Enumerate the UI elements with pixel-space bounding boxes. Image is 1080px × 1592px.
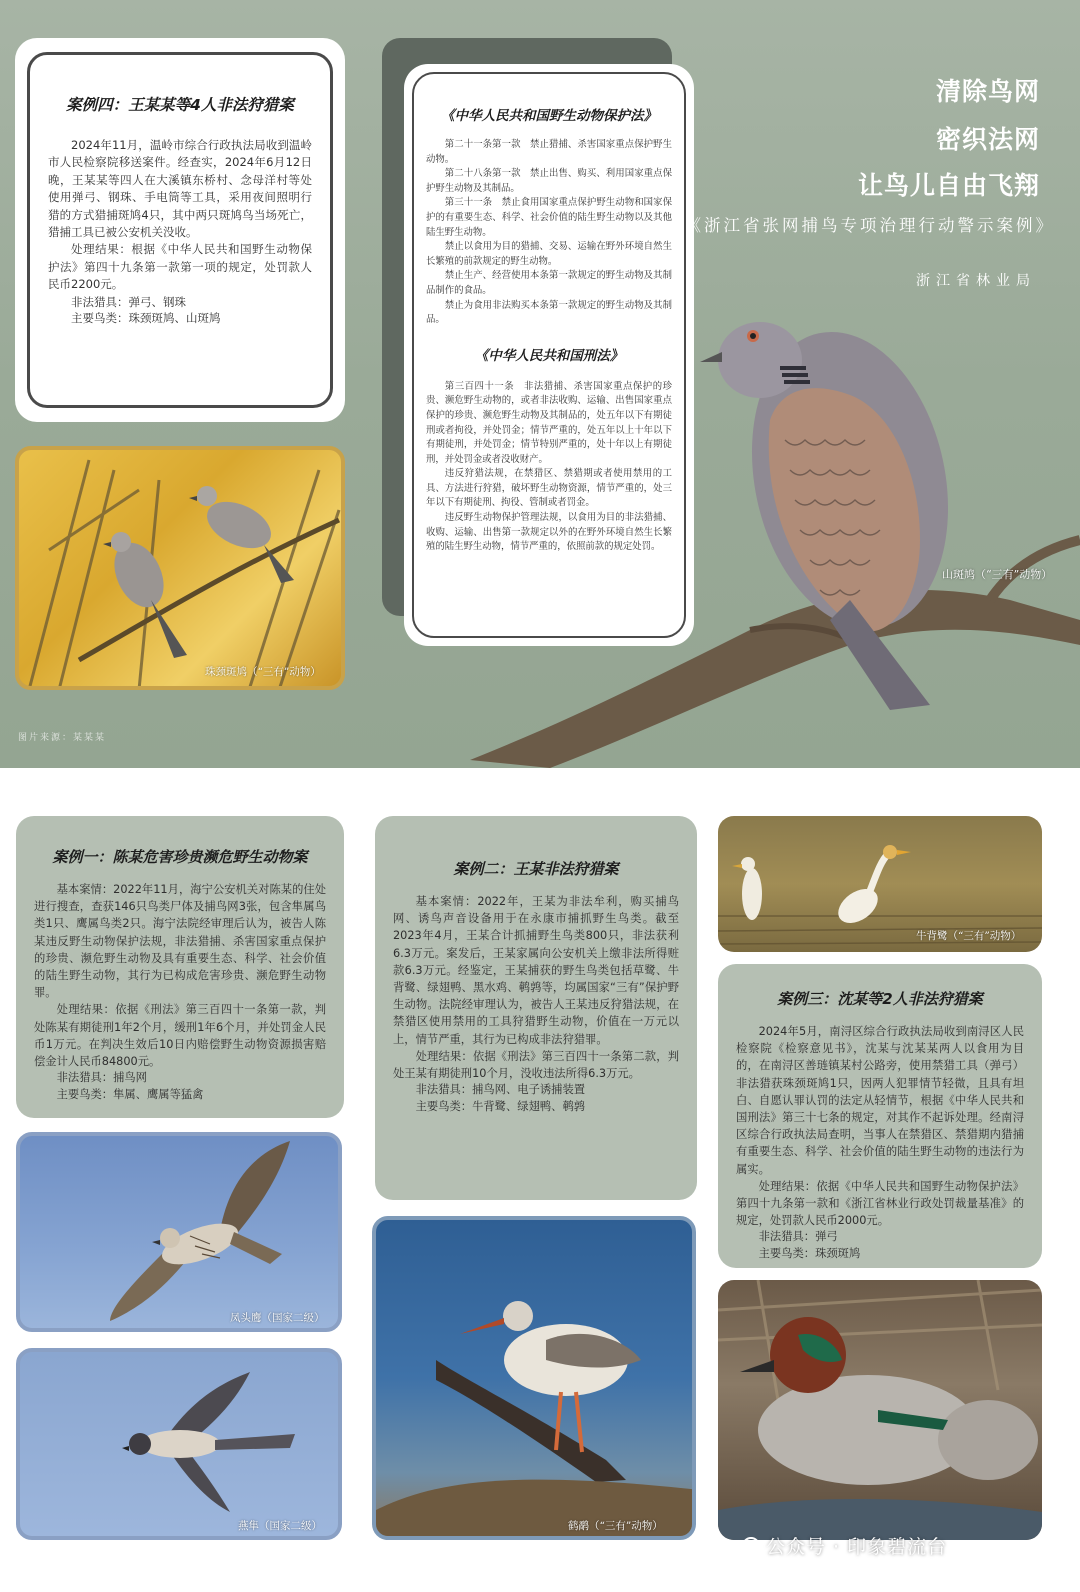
hobby-caption: 燕隼（国家二级） <box>238 1520 322 1532</box>
watermark-text: 公众号 · 印象碧流台 <box>766 1536 948 1558</box>
case2-title: 案例二：王某非法狩猎案 <box>453 860 619 878</box>
case4-tools: 非法猎具：弹弓、钢珠 <box>71 294 186 309</box>
turtle-dove-caption: 山斑鸠（“三有”动物） <box>942 568 1053 581</box>
wildlife-law-clause: 禁止以食用为目的猎捕、交易、运输在野外环境自然生长繁殖的前款规定的野生动物。 <box>426 241 672 267</box>
criminal-law-title: 《中华人民共和国刑法》 <box>474 347 624 364</box>
teal-photo <box>718 1280 1042 1540</box>
issuer-name: 浙江省林业局 <box>916 273 1036 289</box>
case3-title: 案例三：沈某等2人非法狩猎案 <box>777 990 983 1008</box>
hobby-photo <box>16 1348 342 1540</box>
case1-tools: 非法猎具：捕鸟网 <box>56 1071 147 1085</box>
goshawk-photo <box>16 1132 342 1332</box>
criminal-law-clause: 违反野生动物保护管理法规，以食用为目的非法猎捕、收购、运输、出售第一款规定以外的在野外环境自然生长繁殖的陆生野生动物，情节严重的，依照前款的规定处罚。 <box>426 512 672 553</box>
cattle-egret-caption: 牛背鹭（“三有”动物） <box>916 930 1022 942</box>
redshank-illustration <box>376 1220 696 1540</box>
case3-body: 2024年5月，南浔区综合行政执法局收到南浔区人民检察院《检察意见书》，沈某与沈某某两人以食用为目的，在南浔区善琏镇某村公路旁，使用禁猎工具（弹弓）非法猎获珠颈斑鸠1只，因两人犯罪情节轻微，且具有坦白、自愿认罪认罚的法定从轻情节，根据《中华人民共和国刑法》第三十七条的规定，对其作不起诉处理。经南浔区综合行政执法局查明，当事人在禁猎区、禁猎期内猎捕有重要生态、科学、社会价值的陆生野生动物的违法行为属实。 <box>736 1025 1024 1176</box>
criminal-law-clause: 第三百四十一条 非法猎捕、杀害国家重点保护的珍贵、濒危野生动物的，或者非法收购、运输、出售国家重点保护的珍贵、濒危野生动物及其制品的，处五年以下有期徒刑或者拘役，并处罚金；情节严重的，处五年以上十年以下有期徒刑，并处罚金；情节特别严重的，处十年以上有期徒刑，并处罚金或者没收财产。 <box>426 380 672 465</box>
goshawk-illustration <box>20 1136 342 1332</box>
case3-tools: 非法猎具：弹弓 <box>758 1230 838 1244</box>
image-source-note: 图片来源：某某某 <box>18 733 107 743</box>
slogan-line-2: 密织法网 <box>935 125 1040 154</box>
wechat-watermark <box>742 1532 947 1559</box>
case4-result: 处理结果：根据《中华人民共和国野生动物保护法》第四十九条第一款第一项的规定，处罚款人民币2200元。 <box>48 242 312 292</box>
slogan-line-1: 清除鸟网 <box>935 77 1040 106</box>
case1-result: 处理结果：依据《刑法》第三百四十一条第一款，判处陈某有期徒刑1年2个月，缓刑1年6个月，并处罚金人民币1万元。在判决生效后10日内赔偿野生动物资源损害赔偿金计人民币84800元。 <box>34 1003 326 1069</box>
redshank-caption: 鹤鹬（“三有”动物） <box>568 1520 663 1532</box>
wildlife-law-clause: 第三十一条 禁止食用国家重点保护野生动物和国家保护的有重要生态、科学、社会价值的陆生野生动物以及其他陆生野生动物。 <box>426 197 672 238</box>
redshank-photo <box>372 1216 696 1540</box>
wildlife-law-title: 《中华人民共和国野生动物保护法》 <box>441 108 657 124</box>
case1-title: 案例一：陈某危害珍贵濒危野生动物案 <box>52 848 308 866</box>
case3-birds: 主要鸟类：珠颈斑鸠 <box>758 1247 861 1261</box>
case2-card <box>375 816 697 1200</box>
case4-birds: 主要鸟类：珠颈斑鸠、山斑鸠 <box>71 311 221 326</box>
wechat-logo-icon <box>742 1537 760 1555</box>
dove-pair-photo <box>15 446 345 690</box>
wildlife-law-clause: 禁止生产、经营使用本条第一款规定的野生动物及其制品制作的食品。 <box>426 270 672 296</box>
dove-pair-caption: 珠颈斑鸠（“三有”动物） <box>205 666 321 678</box>
case1-card <box>16 816 344 1118</box>
goshawk-caption: 凤头鹰（国家二级） <box>230 1312 325 1324</box>
wildlife-law-clause: 第二十八条第一款 禁止出售、购买、利用国家重点保护野生动物及其制品。 <box>426 168 672 194</box>
case2-tools: 非法猎具：捕鸟网、电子诱捕装置 <box>415 1083 586 1097</box>
campaign-subtitle: 《浙江省张网捕鸟专项治理行动警示案例》 <box>684 216 1055 235</box>
case2-body: 基本案情：2022年，王某为非法牟利，购买捕鸟网、诱鸟声音设备用于在永康市捕抓野生鸟类。截至2023年4月，王某合计抓捕野生鸟类800只，非法获利6.3万元。案发后，王某家属向公安机关上缴非法所得赃款6.3万元。经鉴定，王某捕获的野生鸟类包括草鹭、牛背鹭、绿翅鸭、黑水鸡、鹌鹑等，均属国家“三有”保护野生动物。法院经审理认为，被告人王某违反狩猎法规，在禁猎区使用禁用的工具狩猎野生动物，价值在一万元以上，情节严重，其行为已构成非法狩猎罪。 <box>393 895 679 1046</box>
wildlife-law-clause: 禁止为食用非法购买本条第一款规定的野生动物及其制品。 <box>426 299 672 326</box>
green-winged-teal-illustration <box>718 1280 1042 1540</box>
top-panel <box>0 0 1080 768</box>
case4-card <box>15 38 345 422</box>
hobby-falcon-illustration <box>20 1352 342 1540</box>
case4-title: 案例四：王某某等4人非法狩猎案 <box>66 96 294 114</box>
turtle-dove-illustration <box>450 300 1080 768</box>
wildlife-law-clause: 第二十一条第一款 禁止猎捕、杀害国家重点保护野生动物。 <box>426 139 672 165</box>
case3-result: 处理结果：依据《中华人民共和国野生动物保护法》第四十九条第一款和《浙江省林业行政处罚裁量基准》的规定，处罚款人民币2000元。 <box>736 1179 1024 1228</box>
dove-pair-illustration <box>19 450 345 690</box>
case4-body: 2024年11月，温岭市综合行政执法局收到温岭市人民检察院移送案件。经查实，2024年6月12日晚，王某某等四人在大溪镇东桥村、念母洋村等处使用弹弓、钢珠、手电筒等工具，采用夜间照明行猎的方式猎捕斑鸠4只，其中两只斑鸠鸟当场死亡，猎捕工具已被公安机关没收。 <box>48 138 312 240</box>
case2-birds: 主要鸟类：牛背鹭、绿翅鸭、鹌鹑 <box>415 1100 586 1114</box>
case3-card <box>718 964 1042 1268</box>
cattle-egret-photo <box>718 816 1042 952</box>
case4-card-border <box>27 52 333 408</box>
case1-birds: 主要鸟类：隼属、鹰属等猛禽 <box>56 1088 204 1102</box>
case2-result: 处理结果：依据《刑法》第三百四十一条第二款，判处王某有期徒刑10个月，没收违法所得6.3万元。 <box>393 1049 679 1081</box>
slogan-line-3: 让鸟儿自由飞翔 <box>857 171 1040 200</box>
case1-body: 基本案情：2022年11月，海宁公安机关对陈某的住处进行搜查，查获146只鸟类尸体及捕鸟网3张，包含隼属鸟类1只、鹰属鸟类2只。海宁法院经审理后认为，被告人陈某违反野生动物保护法规，非法猎捕、杀害国家重点保护的珍贵、濒危野生动物及具有重要生态、科学、社会价值的陆生野生动物，其行为已构成危害珍贵、濒危野生动物罪。 <box>34 883 326 1000</box>
criminal-law-clause: 违反狩猎法规，在禁猎区、禁猎期或者使用禁用的工具、方法进行狩猎，破坏野生动物资源，情节严重的，处三年以下有期徒刑、拘役、管制或者罚金。 <box>426 468 672 509</box>
